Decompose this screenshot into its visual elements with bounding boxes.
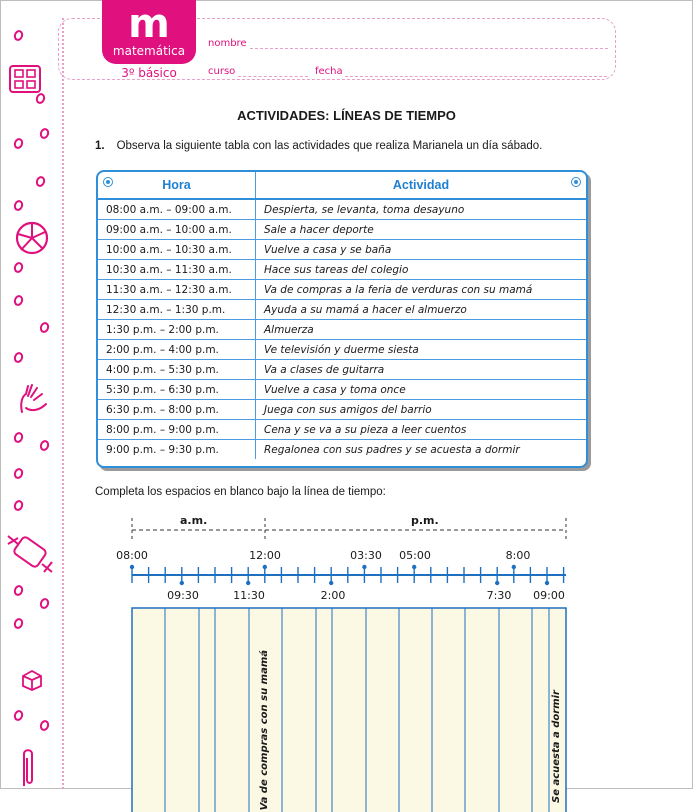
activity-cell: Cena y se va a su pieza a leer cuentos (256, 420, 587, 440)
answer-grid (132, 608, 566, 812)
top-time-label: 03:30 (350, 549, 382, 562)
bottom-time-label: 2:00 (320, 589, 346, 602)
pie-icon (14, 218, 50, 256)
time-cell: 6:30 p.m. – 8:00 p.m. (98, 400, 256, 420)
subject-logo (102, 0, 196, 64)
activity-cell: Juega con sus amigos del barrio (256, 400, 587, 420)
logo-letter: m (128, 1, 170, 47)
table-body (98, 199, 586, 459)
table-row (98, 420, 586, 440)
timeline-marker (246, 581, 250, 585)
column-header-actividad: Actividad (256, 172, 587, 199)
time-cell: 09:00 a.m. – 10:00 a.m. (98, 220, 256, 240)
table-row (98, 340, 586, 360)
top-time-label: 08:00 (116, 549, 148, 562)
question-text: Observa la siguiente tabla con las actividades que realiza Marianela un día sábado. (116, 140, 543, 152)
table-row (98, 300, 586, 320)
activity-cell: Sale a hacer deporte (256, 220, 587, 240)
time-cell: 9:00 p.m. – 9:30 p.m. (98, 440, 256, 460)
table-row (98, 280, 586, 300)
time-cell: 5:30 p.m. – 6:30 p.m. (98, 380, 256, 400)
activity-cell: Va a clases de guitarra (256, 360, 587, 380)
activities-table (96, 170, 588, 468)
activity-cell: Ve televisión y duerme siesta (256, 340, 587, 360)
table-row (98, 220, 586, 240)
date-field[interactable] (345, 76, 607, 77)
course-field[interactable] (238, 76, 308, 77)
page-title: ACTIVIDADES: LÍNEAS DE TIEMPO (237, 108, 456, 123)
column-answer-text: Se acuesta a dormir (551, 690, 562, 803)
course-label: curso (208, 66, 236, 77)
hand-icon (16, 382, 50, 418)
am-label: a.m. (180, 514, 208, 527)
time-cell: 08:00 a.m. – 09:00 a.m. (98, 199, 256, 220)
table-row (98, 199, 586, 220)
table-row (98, 400, 586, 420)
top-time-label: 8:00 (505, 549, 531, 562)
time-cell: 12:30 a.m. – 1:30 p.m. (98, 300, 256, 320)
time-cell: 2:00 p.m. – 4:00 p.m. (98, 340, 256, 360)
name-label: nombre (208, 38, 247, 49)
timeline-marker (263, 565, 267, 569)
activity-cell: Vuelve a casa y se baña (256, 240, 587, 260)
time-cell: 10:30 a.m. – 11:30 a.m. (98, 260, 256, 280)
instruction-text: Completa los espacios en blanco bajo la línea de tiempo: (95, 486, 386, 498)
activity-cell: Vuelve a casa y toma once (256, 380, 587, 400)
activity-cell: Va de compras a la feria de verduras con su mamá (256, 280, 587, 300)
logo-subject: matemática (112, 44, 186, 58)
top-time-label: 12:00 (249, 549, 281, 562)
activity-cell: Hace sus tareas del colegio (256, 260, 587, 280)
column-answer-text: Va de compras con su mamá (259, 650, 270, 811)
timeline-marker (130, 565, 134, 569)
bottom-time-label: 7:30 (486, 589, 512, 602)
time-cell: 1:30 p.m. – 2:00 p.m. (98, 320, 256, 340)
time-cell: 11:30 a.m. – 12:30 a.m. (98, 280, 256, 300)
question-number: 1. (95, 140, 105, 152)
time-cell: 4:00 p.m. – 5:30 p.m. (98, 360, 256, 380)
activity-cell: Ayuda a su mamá a hacer el almuerzo (256, 300, 587, 320)
time-cell: 10:00 a.m. – 10:30 a.m. (98, 240, 256, 260)
question-1 (95, 140, 542, 152)
bottom-time-label: 09:30 (167, 589, 199, 602)
table-row (98, 240, 586, 260)
table-row (98, 320, 586, 340)
grade-label: 3º básico (121, 66, 177, 80)
date-label: fecha (315, 66, 343, 77)
timeline-marker (412, 565, 416, 569)
timeline (0, 512, 693, 812)
timeline-marker (545, 581, 549, 585)
time-cell: 8:00 p.m. – 9:00 p.m. (98, 420, 256, 440)
activity-cell: Regalonea con sus padres y se acuesta a dormir (264, 443, 520, 456)
timeline-marker (362, 565, 366, 569)
timeline-marker (495, 581, 499, 585)
bottom-time-label: 11:30 (233, 589, 265, 602)
grid-icon (8, 64, 42, 94)
pm-label: p.m. (411, 514, 439, 527)
timeline-marker (512, 565, 516, 569)
bottom-time-label: 09:00 (533, 589, 565, 602)
column-header-hora: Hora (98, 172, 256, 199)
activity-cell: Almuerza (256, 320, 587, 340)
table-row (98, 380, 586, 400)
table-row (98, 360, 586, 380)
top-time-label: 05:00 (399, 549, 431, 562)
table-row (98, 440, 586, 460)
table-row (98, 260, 586, 280)
activity-cell: Despierta, se levanta, toma desayuno (256, 199, 587, 220)
timeline-marker (329, 581, 333, 585)
name-field[interactable] (250, 48, 608, 49)
timeline-marker (180, 581, 184, 585)
